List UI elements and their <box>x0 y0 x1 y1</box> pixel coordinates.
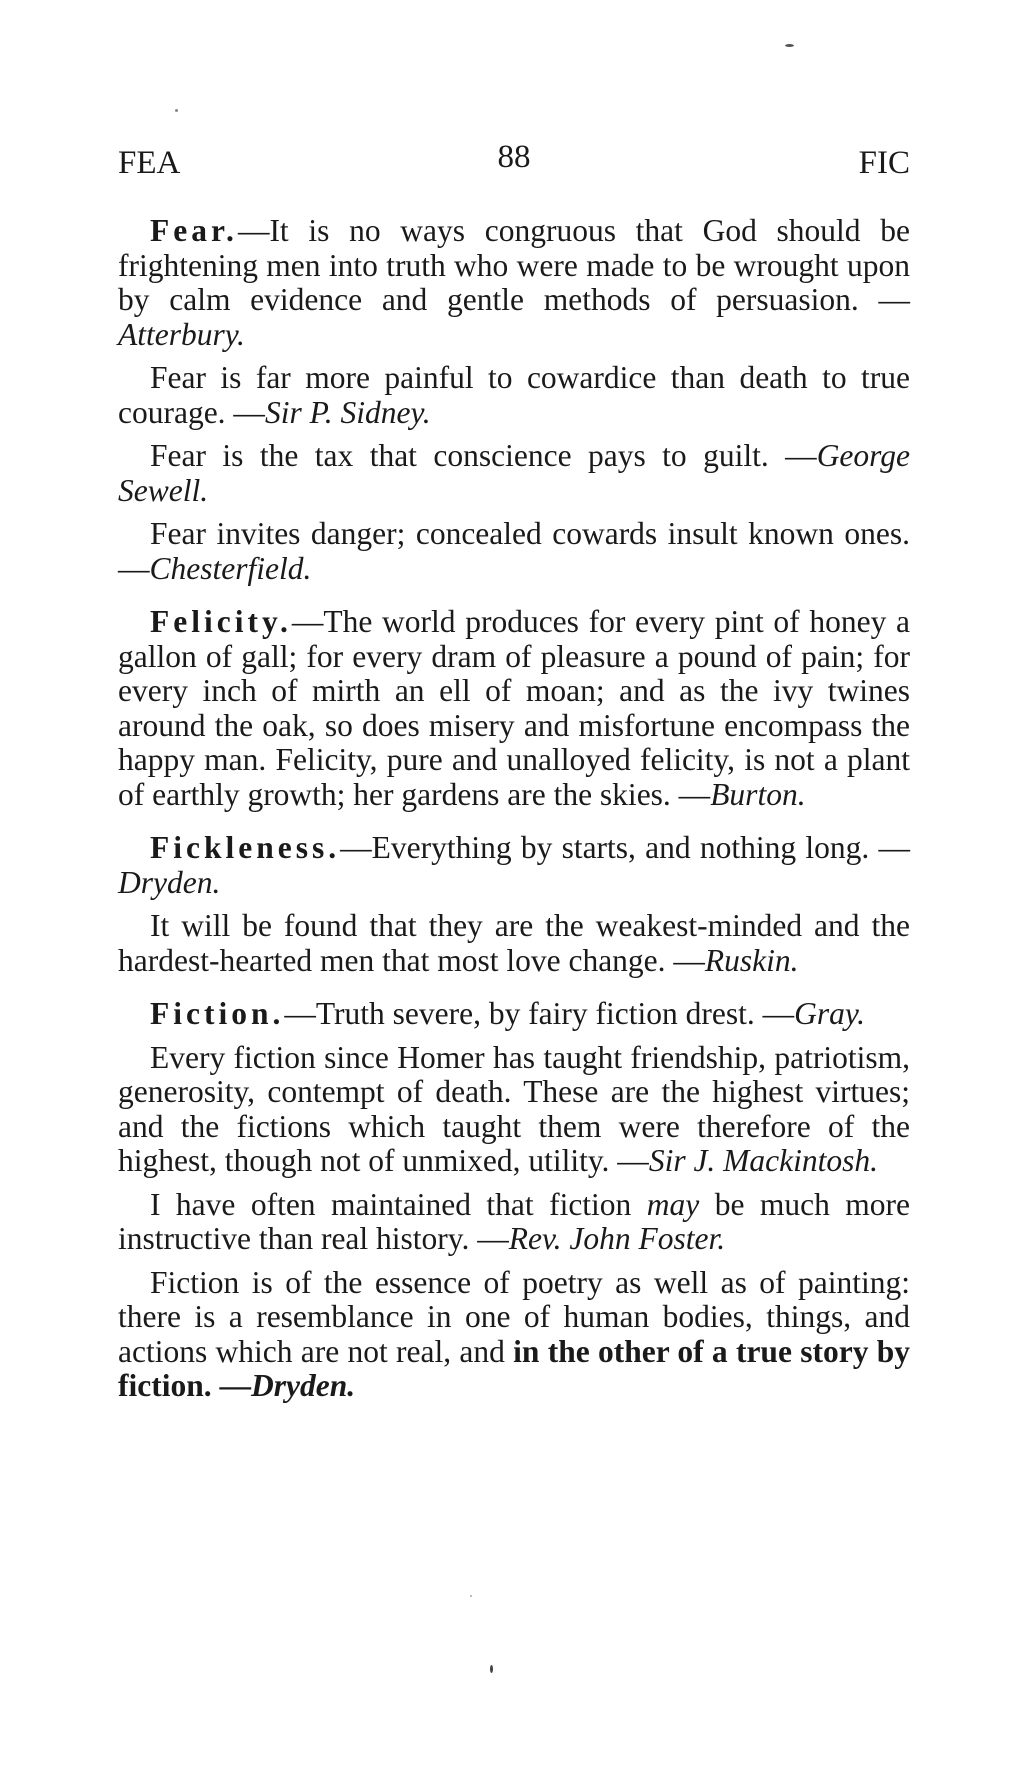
entry-fear <box>118 214 910 352</box>
quote-author: Rev. John Foster. <box>508 1221 726 1256</box>
quote-author: Sir P. Sidney. <box>264 394 431 430</box>
quote-author: Burton. <box>710 776 806 812</box>
entry-quote <box>118 361 910 430</box>
heading-dash: — <box>284 996 316 1031</box>
quote-author: Atterbury. <box>118 316 245 352</box>
quote-text: be much more instructive than real history. — <box>118 1186 911 1256</box>
quote-author: Ruskin. <box>704 942 799 978</box>
quote-text: Fiction is of the essence of poetry as well as of painting: there is a resemblance in one of human bodies, things, and actions which are not real, and <box>118 1264 910 1369</box>
quote-text: It is no ways congruous that God should be frightening men into truth who were made to be wrought upon by calm evidence and gentle methods of persuasion. — <box>118 213 910 317</box>
quote-author: Gray. <box>794 996 865 1031</box>
entry-heading: Fear. <box>150 213 238 248</box>
entry-quote <box>118 517 910 586</box>
entry-felicity <box>118 605 910 812</box>
quote-text: Everything by starts, and nothing long. — <box>371 830 910 865</box>
entry-quote <box>118 909 910 978</box>
quote-text: I have often maintained that fiction <box>150 1186 632 1222</box>
header-right-guide-word: FIC <box>858 145 910 181</box>
page-number: 88 <box>497 139 531 175</box>
scan-speck <box>175 109 178 112</box>
heading-dash: — <box>340 830 372 865</box>
running-header <box>118 139 910 191</box>
entry-quote <box>118 1266 910 1404</box>
quote-text: Fear is far more painful to cowardice than death to true courage. — <box>118 360 910 430</box>
entry-quote <box>118 1041 910 1179</box>
quote-author: George Sewell. <box>118 438 910 508</box>
entry-fickleness <box>118 831 910 900</box>
quote-author: Chesterfield. <box>149 550 312 586</box>
scan-speck <box>490 1665 493 1673</box>
quote-text-bold: in the other of a true story by fiction. — <box>118 1333 910 1403</box>
header-left-guide-word: FEA <box>118 145 181 181</box>
quote-text: It will be found that they are the weakest-minded and the hardest-hearted men that most love change. — <box>118 908 910 978</box>
heading-dash: — <box>237 213 270 248</box>
quote-author: Dryden. <box>250 1368 356 1403</box>
entry-heading: Felicity. <box>150 604 292 639</box>
quote-text: Fear is the tax that conscience pays to guilt. — <box>150 438 817 473</box>
quote-text: Fear invites danger; concealed cowards insult known ones. — <box>118 516 910 586</box>
quote-author: Sir J. Mackintosh. <box>648 1143 879 1178</box>
heading-dash: — <box>291 604 324 639</box>
quote-text: Truth severe, by fairy fiction drest. — <box>315 996 795 1031</box>
quote-text: Every fiction since Homer has taught friendship, patriotism, generosity, contempt of death. These are the highest virtues; and the fictions which taught them were therefore of the highest, though not of unmixed, utility. — <box>118 1039 910 1178</box>
quote-author: Dryden. <box>118 864 221 900</box>
page-body <box>118 214 910 1413</box>
entry-quote <box>118 439 910 508</box>
scan-speck <box>470 1595 472 1597</box>
entry-heading: Fickleness. <box>150 830 341 865</box>
scan-speck <box>785 44 794 47</box>
entry-quote <box>118 1188 910 1257</box>
entry-fiction <box>118 997 910 1032</box>
entry-heading: Fiction. <box>150 996 285 1031</box>
quote-text: The world produces for every pint of honey a gallon of gall; for every dram of pleasure a pound of pain; for every inch of mirth an ell of moan; and as the ivy twines around the oak, so does misery and misfortune encompass the happy man. Felicity, pure and unalloyed felicity, is not a plant of earthly growth; her gardens are the skies. — <box>118 604 910 812</box>
emphasized-word: may <box>646 1186 700 1222</box>
